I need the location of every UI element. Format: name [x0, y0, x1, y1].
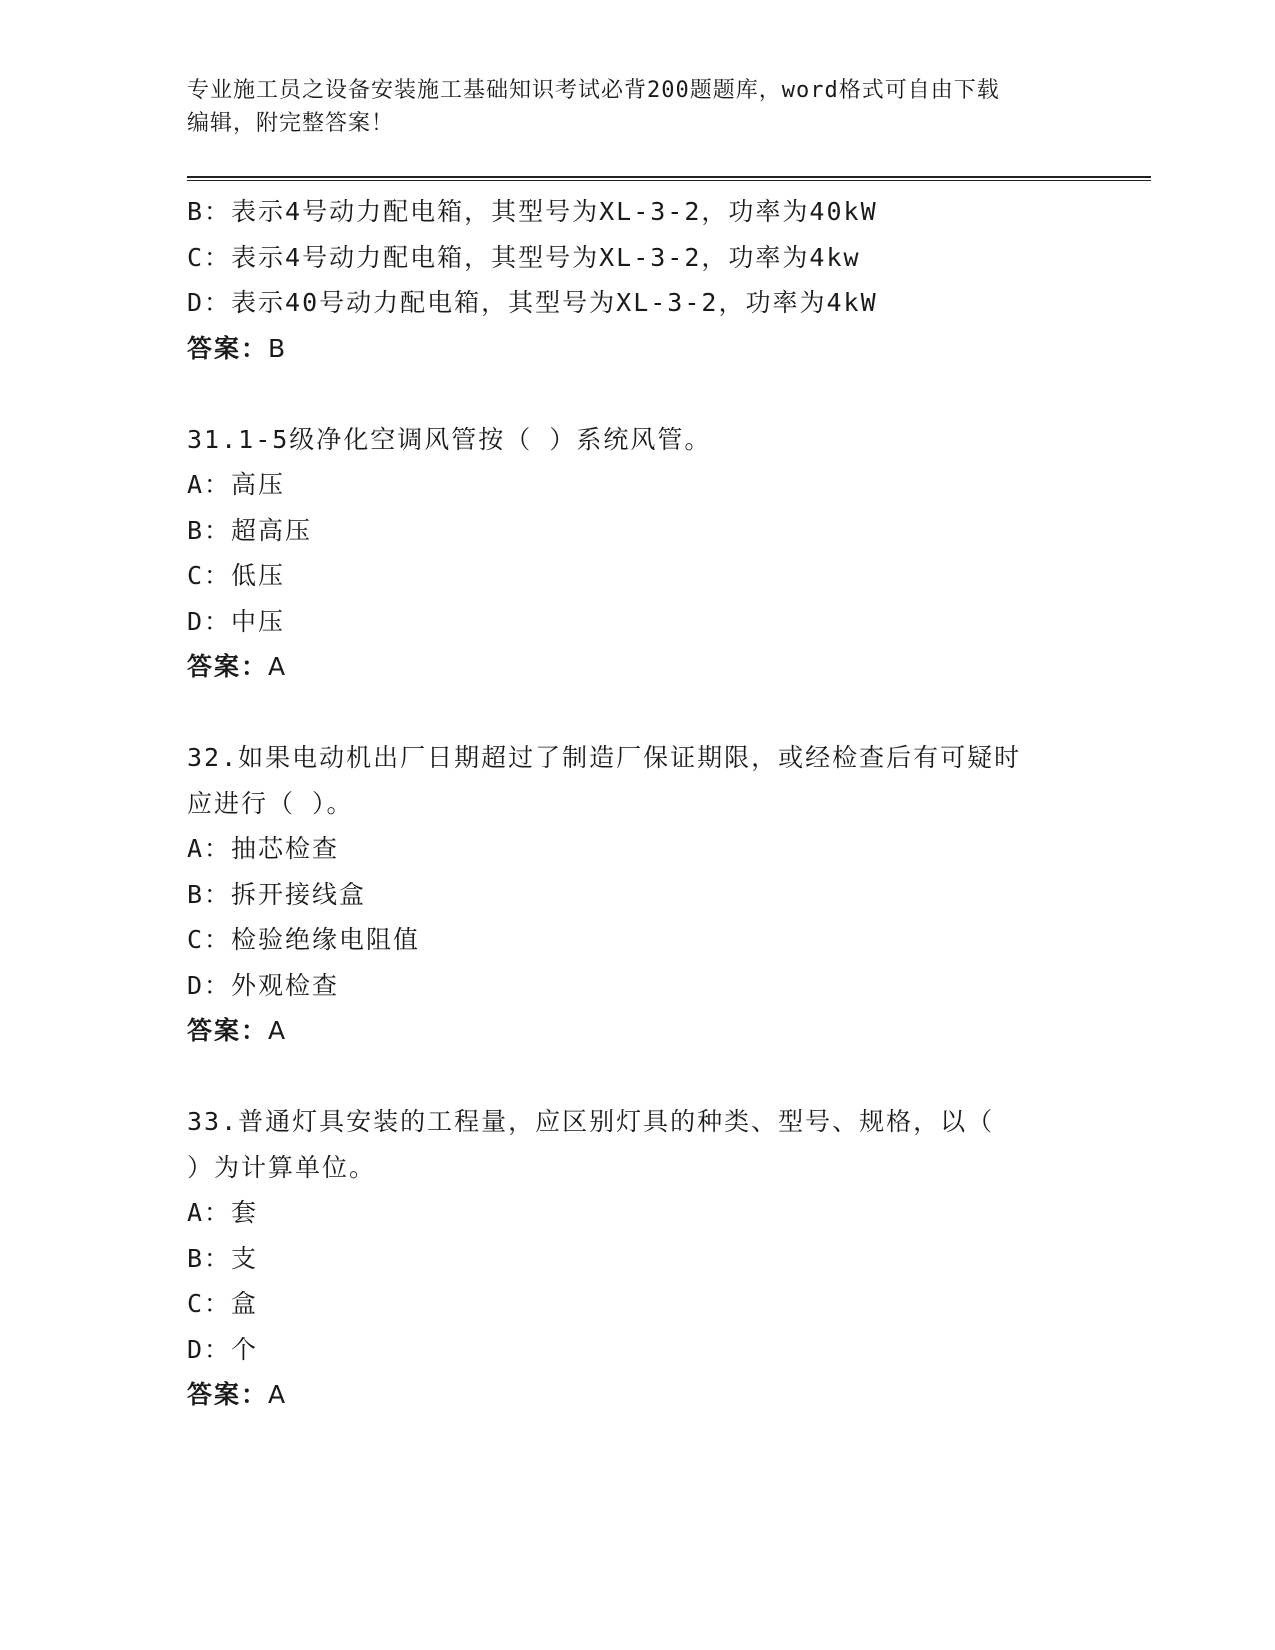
answer-label: 答案：: [187, 652, 269, 681]
option-d: D：中压: [187, 606, 286, 636]
answer-value: B: [268, 333, 288, 363]
question-text: 33.普通灯具安装的工程量，应区别灯具的种类、型号、规格，以（: [187, 1107, 995, 1136]
option-b: B：支: [187, 1243, 259, 1273]
question-block-32: [187, 735, 1107, 1054]
option-d: D：外观检查: [187, 970, 340, 1000]
question-text-continued: 应进行（ ）。: [187, 788, 354, 818]
question-text-continued: ）为计算单位。: [187, 1152, 377, 1182]
option-b: B：超高压: [187, 515, 313, 545]
spacer: [187, 690, 1107, 736]
header-divider: [187, 176, 1151, 181]
option-d: D：个: [187, 1334, 259, 1364]
question-text: 31.1-5级净化空调风管按（ ）系统风管。: [187, 424, 712, 454]
answer-line: [187, 1008, 1107, 1054]
option-b: B：表示4号动力配电箱，其型号为XL-3-2，功率为40kW: [187, 197, 878, 226]
question-block-31: [187, 417, 1107, 690]
answer-line: [187, 326, 1107, 372]
option-c: C：检验绝缘电阻值: [187, 925, 421, 954]
answer-line: [187, 644, 1107, 690]
spacer: [187, 1054, 1107, 1100]
answer-value: A: [268, 1016, 288, 1045]
answer-value: A: [268, 652, 288, 681]
answer-label: 答案：: [187, 1380, 269, 1409]
option-c: C：表示4号动力配电箱，其型号为XL-3-2，功率为4kw: [187, 242, 861, 272]
answer-value: A: [268, 1380, 288, 1409]
question-text: 32.如果电动机出厂日期超过了制造厂保证期限，或经检查后有可疑时: [187, 743, 1022, 772]
answer-label: 答案：: [187, 333, 269, 363]
option-c: C：盒: [187, 1289, 259, 1318]
page-header: 专业施工员之设备安装施工基础知识考试必背200题题库，word格式可自由下载 编辑，附完整答案！: [187, 78, 1000, 136]
spacer: [187, 371, 1107, 417]
option-d: D：表示40号动力配电箱，其型号为XL-3-2，功率为4kW: [187, 288, 878, 317]
question-block-33: [187, 1099, 1107, 1418]
option-a: A：抽芯检查: [187, 834, 340, 863]
answer-line: [187, 1372, 1107, 1418]
option-c: C：低压: [187, 561, 286, 590]
question-block-30: [187, 189, 1107, 371]
option-b: B：拆开接线盒: [187, 879, 367, 909]
option-a: A：套: [187, 1198, 259, 1227]
document-body: [187, 189, 1107, 1418]
answer-label: 答案：: [187, 1016, 269, 1045]
option-a: A：高压: [187, 470, 286, 499]
